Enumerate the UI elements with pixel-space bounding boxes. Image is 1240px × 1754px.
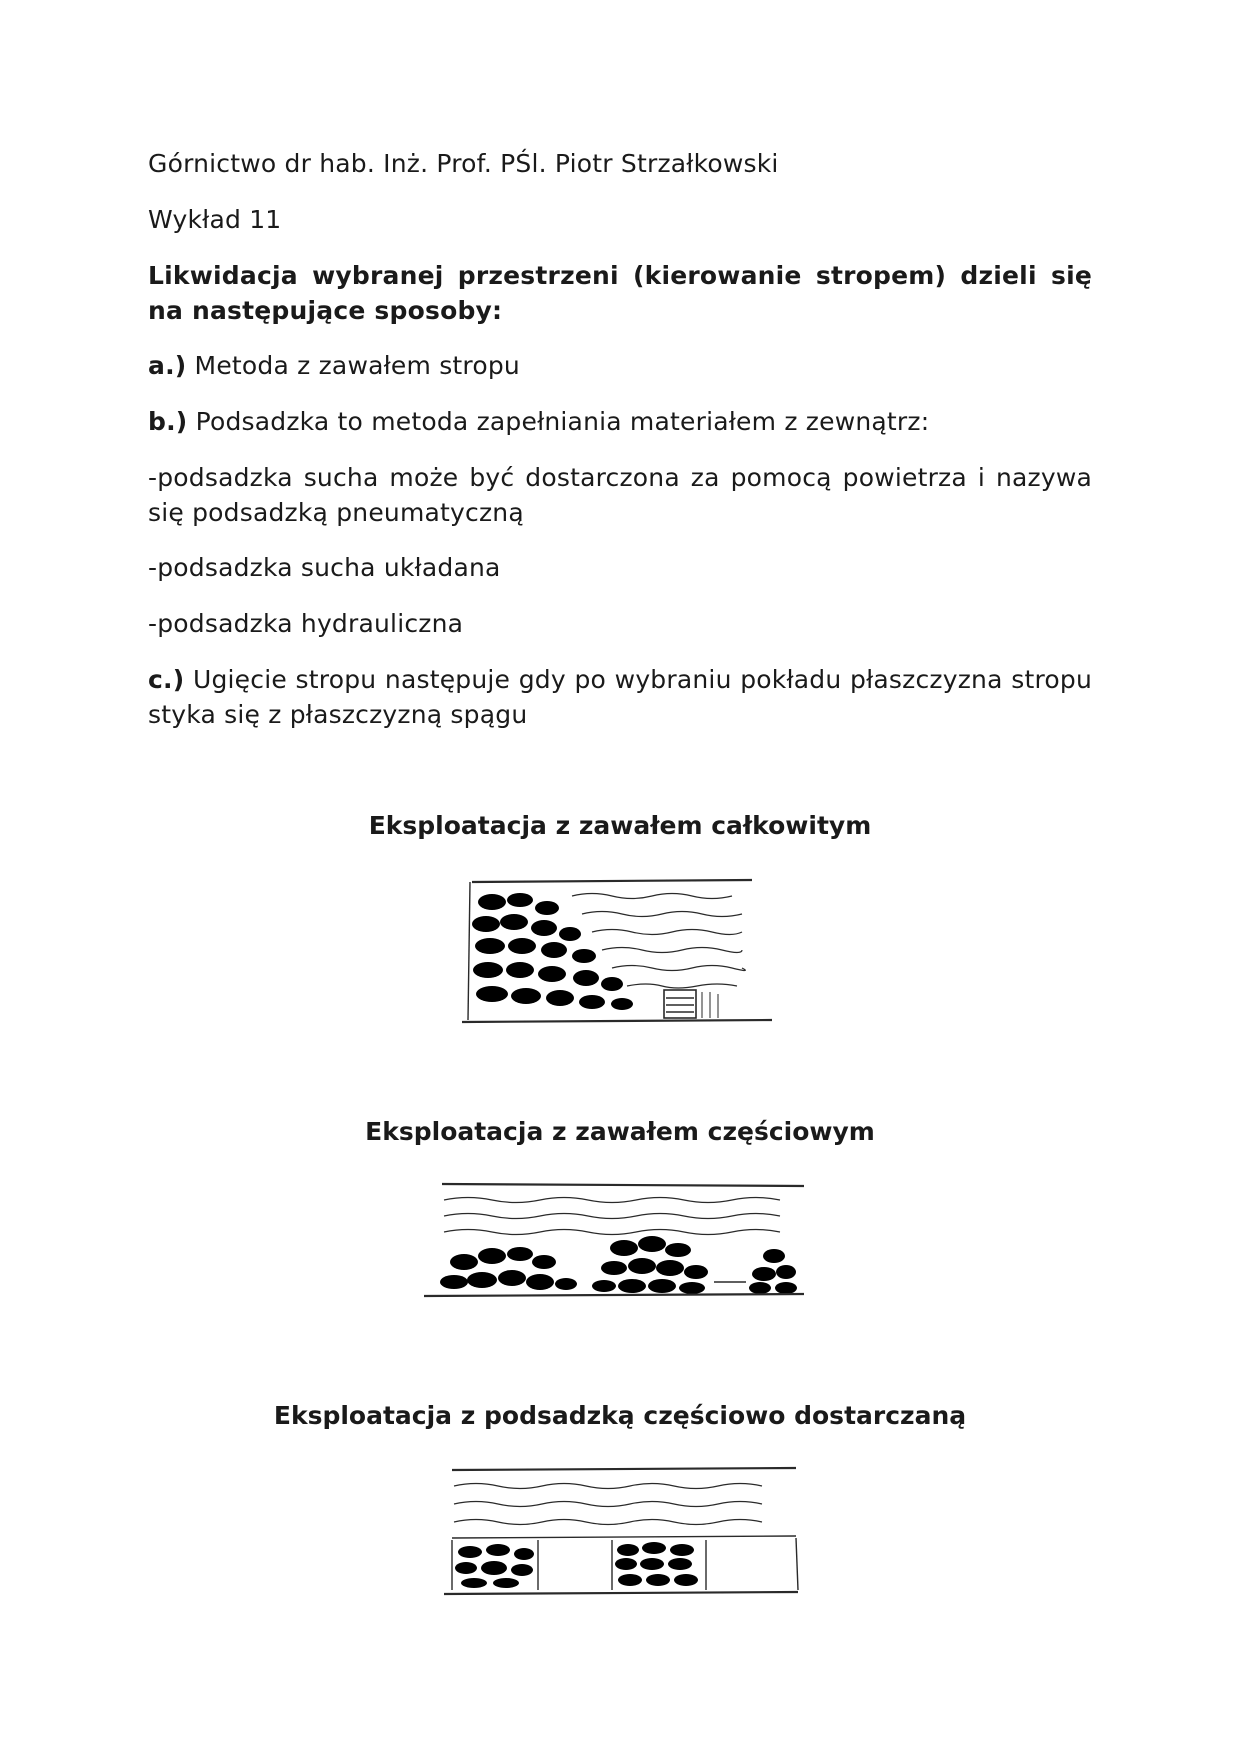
item-c-marker: c.) — [148, 665, 185, 694]
partial-caving-drawing — [424, 1178, 808, 1304]
item-a-text: Metoda z zawałem stropu — [186, 351, 520, 380]
figure-3-caption: Eksploatacja z podsadzką częściowo dostarczaną — [273, 1401, 967, 1430]
section-heading: Likwidacja wybranej przestrzeni (kierowanie stropem) dzieli się na następujące sposoby: — [148, 261, 1092, 325]
item-c — [148, 662, 1092, 732]
figure-1-caption: Eksploatacja z zawałem całkowitym — [368, 811, 872, 840]
item-b-text: Podsadzka to metoda zapełniania materiałem z zewnątrz: — [187, 407, 930, 436]
figure-1-sketch — [462, 872, 772, 1030]
item-c-text: Ugięcie stropu następuje gdy po wybraniu pokładu płaszczyzna stropu styka się z płaszczyzną spągu — [148, 665, 1092, 729]
item-b-sub-2: -podsadzka sucha układana — [148, 553, 501, 582]
figure-2-sketch — [424, 1178, 808, 1304]
figure-2-caption: Eksploatacja z zawałem częściowym — [365, 1117, 875, 1146]
item-a-marker: a.) — [148, 351, 187, 380]
partial-backfill-drawing — [442, 1462, 800, 1598]
item-b-marker: b.) — [148, 407, 188, 436]
item-b-sub-3: -podsadzka hydrauliczna — [148, 609, 464, 638]
item-b — [148, 404, 1092, 439]
item-b-sub-1: -podsadzka sucha może być dostarczona za pomocą powietrza i nazywa się podsadzką pneumatyczną — [148, 463, 1092, 527]
full-caving-drawing — [462, 872, 772, 1030]
figure-3-sketch — [442, 1462, 800, 1598]
author-line: Górnictwo dr hab. Inż. Prof. PŚl. Piotr Strzałkowski — [148, 149, 779, 178]
item-a — [148, 348, 1092, 383]
lecture-number: Wykład 11 — [148, 205, 282, 234]
